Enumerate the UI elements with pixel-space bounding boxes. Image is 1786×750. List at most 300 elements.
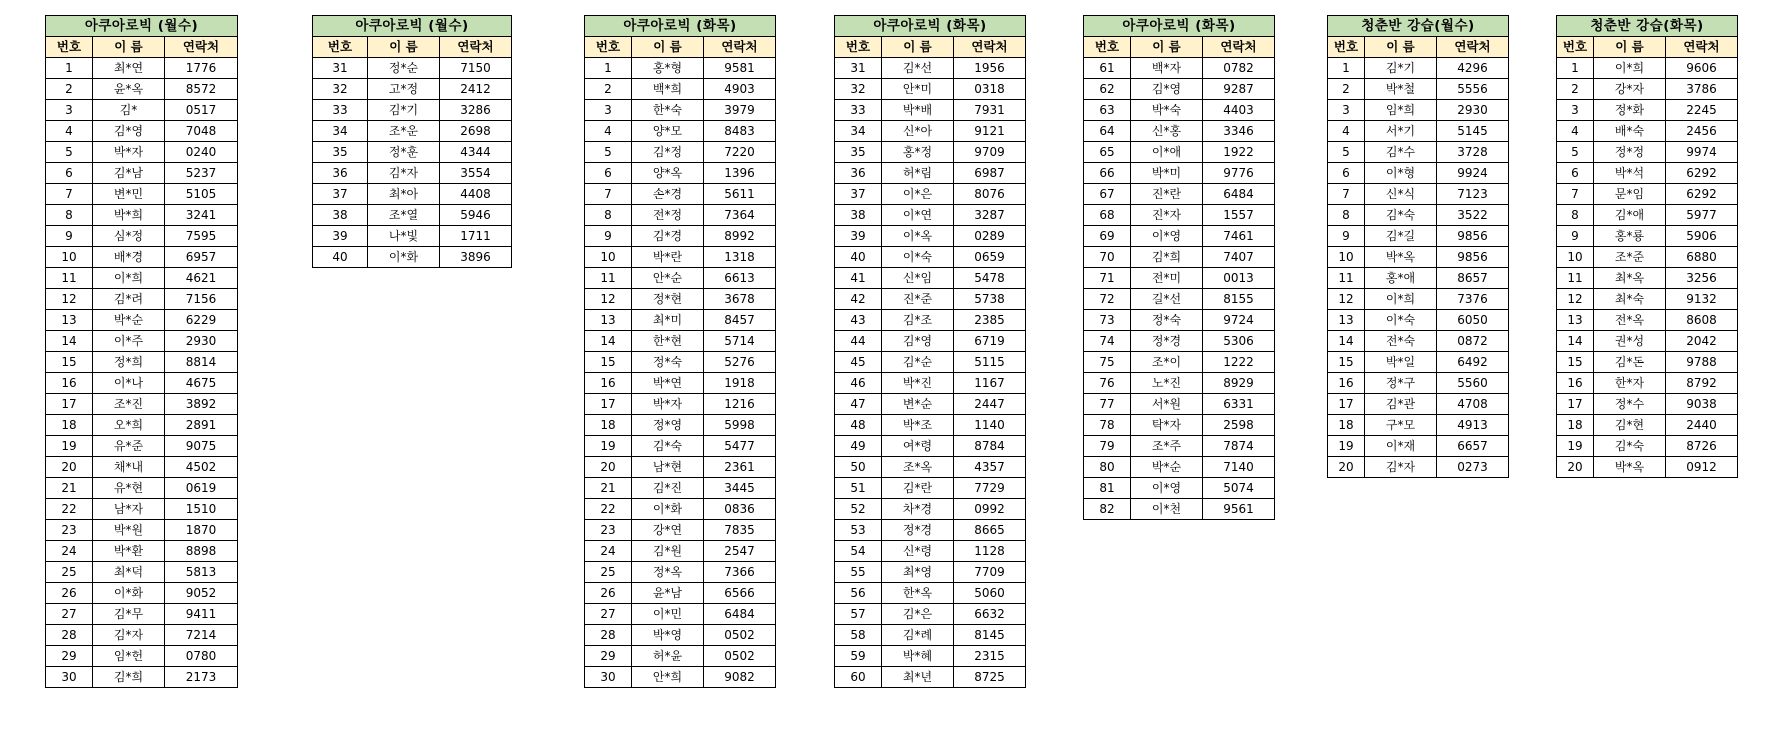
row-number: 17 (1557, 394, 1594, 415)
row-number: 16 (585, 373, 632, 394)
member-table-3 (584, 15, 776, 688)
member-name: 신*식 (1365, 184, 1437, 205)
member-name: 박*순 (1131, 457, 1203, 478)
table-row (46, 646, 238, 667)
row-number: 53 (835, 520, 882, 541)
contact-number: 9606 (1666, 58, 1738, 79)
row-number: 46 (835, 373, 882, 394)
table-row (585, 226, 776, 247)
row-number: 11 (1557, 268, 1594, 289)
row-number: 1 (1328, 58, 1365, 79)
table-row (1557, 289, 1738, 310)
table-row (1084, 247, 1275, 268)
contact-number: 5145 (1437, 121, 1509, 142)
contact-column-header: 연락처 (704, 37, 776, 58)
member-name: 안*미 (882, 79, 954, 100)
row-number: 24 (585, 541, 632, 562)
table-row (585, 499, 776, 520)
row-number: 25 (46, 562, 93, 583)
row-number: 3 (1328, 100, 1365, 121)
member-table-1 (45, 15, 238, 688)
member-name: 박*순 (93, 310, 165, 331)
contact-number: 4913 (1437, 415, 1509, 436)
row-number: 39 (313, 226, 368, 247)
table-row (835, 142, 1026, 163)
row-number: 12 (1328, 289, 1365, 310)
table-row (1328, 121, 1509, 142)
table-row (835, 373, 1026, 394)
contact-number: 4344 (440, 142, 512, 163)
contact-number: 1956 (954, 58, 1026, 79)
table-row (835, 268, 1026, 289)
row-number: 28 (585, 625, 632, 646)
member-name: 한*옥 (882, 583, 954, 604)
row-number: 9 (1328, 226, 1365, 247)
member-name: 차*경 (882, 499, 954, 520)
contact-number: 0318 (954, 79, 1026, 100)
row-number: 66 (1084, 163, 1131, 184)
row-number: 9 (585, 226, 632, 247)
member-name: 이*천 (1131, 499, 1203, 520)
member-name: 양*모 (632, 121, 704, 142)
member-name: 박*자 (93, 142, 165, 163)
table-title: 청춘반 강습(화목) (1557, 16, 1738, 37)
table-row (1328, 331, 1509, 352)
table-row (835, 247, 1026, 268)
row-number: 35 (313, 142, 368, 163)
row-number: 30 (585, 667, 632, 688)
member-name: 김*돈 (1594, 352, 1666, 373)
row-number: 12 (1557, 289, 1594, 310)
contact-number: 2315 (954, 646, 1026, 667)
row-number: 33 (835, 100, 882, 121)
table-row (835, 562, 1026, 583)
row-number: 8 (1328, 205, 1365, 226)
table-row (1084, 457, 1275, 478)
member-name: 최*옥 (1594, 268, 1666, 289)
contact-number: 6292 (1666, 163, 1738, 184)
contact-number: 9038 (1666, 394, 1738, 415)
member-name: 이*민 (632, 604, 704, 625)
member-name: 조*열 (368, 205, 440, 226)
row-number: 49 (835, 436, 882, 457)
row-number: 25 (585, 562, 632, 583)
table-row (585, 142, 776, 163)
row-number: 16 (1328, 373, 1365, 394)
row-number: 79 (1084, 436, 1131, 457)
table-row (1328, 100, 1509, 121)
contact-number: 7150 (440, 58, 512, 79)
table-row (585, 331, 776, 352)
table-row (313, 58, 512, 79)
table-row (313, 184, 512, 205)
contact-number: 8814 (165, 352, 238, 373)
table-row (835, 310, 1026, 331)
row-number: 36 (313, 163, 368, 184)
member-name: 정*순 (368, 58, 440, 79)
table-row (835, 646, 1026, 667)
row-number: 38 (835, 205, 882, 226)
contact-number: 5560 (1437, 373, 1509, 394)
row-number: 6 (1557, 163, 1594, 184)
table-row (1084, 100, 1275, 121)
member-table-4 (834, 15, 1026, 688)
member-name: 이*화 (632, 499, 704, 520)
table-row (1328, 268, 1509, 289)
table-row (835, 583, 1026, 604)
row-number: 34 (835, 121, 882, 142)
contact-number: 3286 (440, 100, 512, 121)
row-number: 14 (1557, 331, 1594, 352)
contact-number: 2456 (1666, 121, 1738, 142)
member-name: 박*일 (1365, 352, 1437, 373)
contact-number: 1222 (1203, 352, 1275, 373)
contact-column-header: 연락처 (1437, 37, 1509, 58)
member-name: 김*관 (1365, 394, 1437, 415)
contact-number: 9924 (1437, 163, 1509, 184)
member-name: 김*기 (368, 100, 440, 121)
member-name: 남*자 (93, 499, 165, 520)
contact-number: 9788 (1666, 352, 1738, 373)
contact-number: 9075 (165, 436, 238, 457)
row-number: 65 (1084, 142, 1131, 163)
contact-number: 1318 (704, 247, 776, 268)
row-number: 10 (1557, 247, 1594, 268)
contact-number: 9724 (1203, 310, 1275, 331)
member-name: 최*숙 (1594, 289, 1666, 310)
row-number: 7 (46, 184, 93, 205)
contact-number: 2412 (440, 79, 512, 100)
row-number: 35 (835, 142, 882, 163)
contact-number: 0780 (165, 646, 238, 667)
member-name: 변*민 (93, 184, 165, 205)
member-name: 정*수 (1594, 394, 1666, 415)
table-row (1084, 79, 1275, 100)
member-name: 신*홍 (1131, 121, 1203, 142)
row-number: 24 (46, 541, 93, 562)
table-row (46, 142, 238, 163)
member-name: 최*덕 (93, 562, 165, 583)
row-number: 58 (835, 625, 882, 646)
contact-number: 0502 (704, 646, 776, 667)
table-row (585, 583, 776, 604)
number-column-header: 번호 (835, 37, 882, 58)
member-name: 전*미 (1131, 268, 1203, 289)
row-number: 32 (313, 79, 368, 100)
row-number: 19 (1557, 436, 1594, 457)
contact-number: 5611 (704, 184, 776, 205)
member-name: 정*현 (632, 289, 704, 310)
number-column-header: 번호 (1084, 37, 1131, 58)
table-title: 아쿠아로빅 (월수) (46, 16, 238, 37)
row-number: 18 (585, 415, 632, 436)
member-name: 김*길 (1365, 226, 1437, 247)
member-name: 박*희 (93, 205, 165, 226)
table-row (1084, 184, 1275, 205)
table-row (585, 205, 776, 226)
contact-number: 7595 (165, 226, 238, 247)
row-number: 4 (1557, 121, 1594, 142)
member-name: 김*진 (632, 478, 704, 499)
row-number: 14 (46, 331, 93, 352)
row-number: 6 (585, 163, 632, 184)
member-name: 김*숙 (1365, 205, 1437, 226)
contact-number: 2042 (1666, 331, 1738, 352)
contact-number: 5738 (954, 289, 1026, 310)
row-number: 22 (585, 499, 632, 520)
table-row (1084, 121, 1275, 142)
member-name: 길*선 (1131, 289, 1203, 310)
contact-number: 5556 (1437, 79, 1509, 100)
row-number: 19 (1328, 436, 1365, 457)
table-row (46, 541, 238, 562)
contact-number: 7376 (1437, 289, 1509, 310)
table-row (835, 415, 1026, 436)
table-row (835, 457, 1026, 478)
contact-number: 3728 (1437, 142, 1509, 163)
row-number: 10 (46, 247, 93, 268)
member-name: 박*연 (632, 373, 704, 394)
member-name: 김*무 (93, 604, 165, 625)
contact-number: 8657 (1437, 268, 1509, 289)
contact-number: 8992 (704, 226, 776, 247)
row-number: 13 (46, 310, 93, 331)
table-row (46, 268, 238, 289)
contact-number: 2891 (165, 415, 238, 436)
member-name: 정*숙 (1131, 310, 1203, 331)
row-number: 2 (1557, 79, 1594, 100)
member-table-7 (1556, 15, 1738, 478)
table-row (1557, 247, 1738, 268)
table-row (835, 226, 1026, 247)
row-number: 21 (585, 478, 632, 499)
contact-number: 7729 (954, 478, 1026, 499)
contact-number: 5237 (165, 163, 238, 184)
table-row (1557, 226, 1738, 247)
table-row (585, 310, 776, 331)
contact-number: 9856 (1437, 247, 1509, 268)
row-number: 11 (1328, 268, 1365, 289)
row-number: 26 (46, 583, 93, 604)
table-row (1557, 121, 1738, 142)
member-name: 조*옥 (882, 457, 954, 478)
member-name: 김*영 (1131, 79, 1203, 100)
member-name: 정*경 (882, 520, 954, 541)
member-name: 김*란 (882, 478, 954, 499)
member-name: 조*주 (1131, 436, 1203, 457)
contact-number: 5115 (954, 352, 1026, 373)
member-name: 이*화 (93, 583, 165, 604)
contact-number: 6484 (704, 604, 776, 625)
table-row (1557, 142, 1738, 163)
contact-number: 8457 (704, 310, 776, 331)
member-name: 이*영 (1131, 226, 1203, 247)
row-number: 42 (835, 289, 882, 310)
table-row (46, 352, 238, 373)
row-number: 52 (835, 499, 882, 520)
member-name: 정*숙 (632, 352, 704, 373)
contact-number: 8145 (954, 625, 1026, 646)
table-row (1328, 163, 1509, 184)
table-row (835, 58, 1026, 79)
row-number: 14 (1328, 331, 1365, 352)
table-row (1557, 352, 1738, 373)
table-row (835, 667, 1026, 688)
table-row (585, 604, 776, 625)
table-row (46, 205, 238, 226)
row-number: 3 (46, 100, 93, 121)
table-row (46, 289, 238, 310)
member-name: 이*옥 (882, 226, 954, 247)
member-name: 권*성 (1594, 331, 1666, 352)
member-name: 안*순 (632, 268, 704, 289)
row-number: 48 (835, 415, 882, 436)
row-number: 39 (835, 226, 882, 247)
row-number: 68 (1084, 205, 1131, 226)
contact-number: 7364 (704, 205, 776, 226)
member-name: 임*희 (1365, 100, 1437, 121)
row-number: 70 (1084, 247, 1131, 268)
table-row (46, 79, 238, 100)
member-name: 박*환 (93, 541, 165, 562)
member-name: 홍*정 (882, 142, 954, 163)
table-row (313, 247, 512, 268)
table-row (1328, 226, 1509, 247)
table-row (46, 457, 238, 478)
member-name: 조*준 (1594, 247, 1666, 268)
member-name: 배*경 (93, 247, 165, 268)
table-row (835, 436, 1026, 457)
table-row (46, 415, 238, 436)
row-number: 4 (1328, 121, 1365, 142)
contact-number: 0289 (954, 226, 1026, 247)
contact-number: 3346 (1203, 121, 1275, 142)
table-row (313, 100, 512, 121)
table-row (313, 163, 512, 184)
member-name: 박*영 (632, 625, 704, 646)
row-number: 80 (1084, 457, 1131, 478)
member-name: 홍*형 (632, 58, 704, 79)
table-row (1557, 184, 1738, 205)
member-name: 고*정 (368, 79, 440, 100)
member-name: 박*철 (1365, 79, 1437, 100)
row-number: 3 (1557, 100, 1594, 121)
contact-number: 2930 (165, 331, 238, 352)
member-name: 김*숙 (1594, 436, 1666, 457)
contact-number: 0273 (1437, 457, 1509, 478)
table-row (1557, 100, 1738, 121)
member-name: 서*기 (1365, 121, 1437, 142)
contact-number: 1922 (1203, 142, 1275, 163)
row-number: 2 (1328, 79, 1365, 100)
row-number: 20 (1328, 457, 1365, 478)
member-name: 나*빛 (368, 226, 440, 247)
member-name: 김*숙 (632, 436, 704, 457)
contact-number: 6566 (704, 583, 776, 604)
row-number: 77 (1084, 394, 1131, 415)
contact-number: 2698 (440, 121, 512, 142)
row-number: 18 (1328, 415, 1365, 436)
table-row (835, 184, 1026, 205)
row-number: 5 (1328, 142, 1365, 163)
contact-number: 9581 (704, 58, 776, 79)
member-name: 진*란 (1131, 184, 1203, 205)
table-row (46, 499, 238, 520)
contact-number: 8725 (954, 667, 1026, 688)
member-name: 유*준 (93, 436, 165, 457)
table-row (46, 247, 238, 268)
table-row (1557, 268, 1738, 289)
table-row (1328, 79, 1509, 100)
contact-number: 2447 (954, 394, 1026, 415)
table-row (1084, 352, 1275, 373)
member-name: 김*현 (1594, 415, 1666, 436)
table-row (46, 394, 238, 415)
contact-column-header: 연락처 (440, 37, 512, 58)
row-number: 75 (1084, 352, 1131, 373)
contact-number: 0619 (165, 478, 238, 499)
row-number: 13 (585, 310, 632, 331)
row-number: 71 (1084, 268, 1131, 289)
contact-number: 9287 (1203, 79, 1275, 100)
row-number: 32 (835, 79, 882, 100)
row-number: 9 (46, 226, 93, 247)
member-name: 배*숙 (1594, 121, 1666, 142)
table-row (585, 478, 776, 499)
contact-number: 8898 (165, 541, 238, 562)
row-number: 64 (1084, 121, 1131, 142)
table-row (1084, 331, 1275, 352)
table-row (1084, 394, 1275, 415)
row-number: 8 (1557, 205, 1594, 226)
row-number: 31 (313, 58, 368, 79)
table-row (1557, 373, 1738, 394)
row-number: 73 (1084, 310, 1131, 331)
member-name: 정*정 (1594, 142, 1666, 163)
contact-number: 2361 (704, 457, 776, 478)
table-row (835, 79, 1026, 100)
contact-number: 7140 (1203, 457, 1275, 478)
number-column-header: 번호 (46, 37, 93, 58)
row-number: 51 (835, 478, 882, 499)
table-row (46, 58, 238, 79)
row-number: 5 (46, 142, 93, 163)
row-number: 59 (835, 646, 882, 667)
contact-number: 0517 (165, 100, 238, 121)
table-row (46, 373, 238, 394)
row-number: 1 (1557, 58, 1594, 79)
table-title: 아쿠아로빅 (화목) (1084, 16, 1275, 37)
table-row (46, 226, 238, 247)
contact-number: 5478 (954, 268, 1026, 289)
member-name: 탁*자 (1131, 415, 1203, 436)
member-name: 양*옥 (632, 163, 704, 184)
table-row (835, 604, 1026, 625)
number-column-header: 번호 (1328, 37, 1365, 58)
contact-number: 7220 (704, 142, 776, 163)
row-number: 40 (835, 247, 882, 268)
member-name: 정*구 (1365, 373, 1437, 394)
member-name: 임*헌 (93, 646, 165, 667)
contact-number: 9856 (1437, 226, 1509, 247)
row-number: 6 (46, 163, 93, 184)
contact-number: 4708 (1437, 394, 1509, 415)
table-row (1328, 457, 1509, 478)
row-number: 29 (585, 646, 632, 667)
member-name: 박*석 (1594, 163, 1666, 184)
row-number: 16 (1557, 373, 1594, 394)
member-name: 신*아 (882, 121, 954, 142)
